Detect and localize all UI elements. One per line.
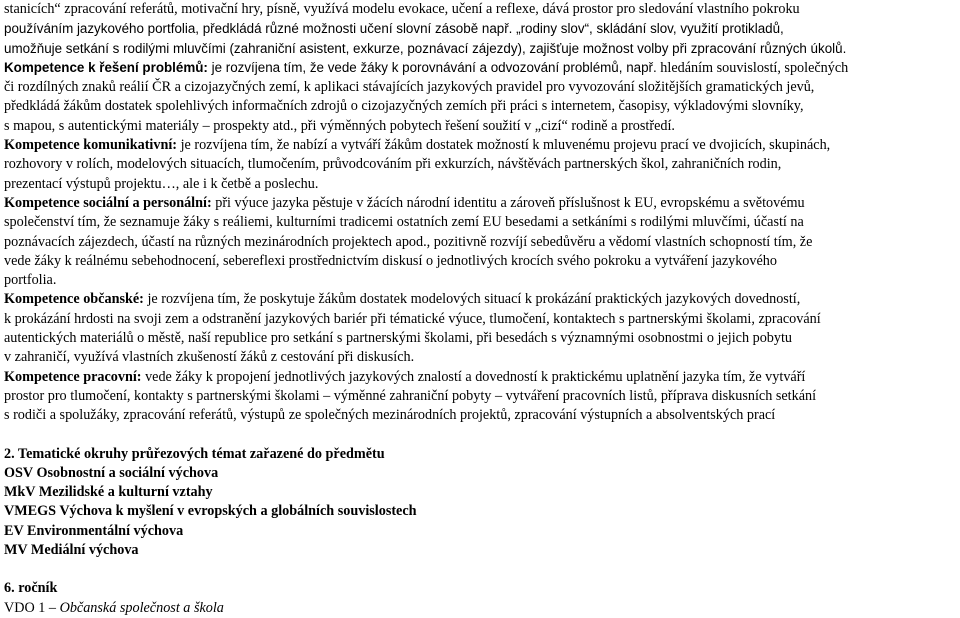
competence-problem-solving bbox=[4, 58, 956, 136]
theme-item: OSV Osobnostní a sociální výchova bbox=[4, 464, 219, 481]
text-line: umožňuje setkání s rodilými mluvčími (zahraniční asistent, exkurze, poznávací zájezdy), zajišťuje možnost volby při zpracování různých úkolů. bbox=[4, 40, 847, 56]
text-line: stanicích“ zpracování referátů, motivační hry, písně, využívá modelu evokace, učení a reflexe, dává prostor pro sledování vlastního pokroku bbox=[4, 1, 800, 17]
competence-title: Kompetence občanské: bbox=[4, 291, 144, 308]
text-line: poznávacích zájezdech, účastí na různých mezinárodních projektech apod., pozitivně rozvíjí sebedůvěru a vědomí vlastních schopností tím, že bbox=[4, 233, 813, 250]
text-line: prostor pro tlumočení, kontakty s partnerskými školami – výměnné zahraniční pobyty – vytváření pracovních listů, příprava diskusních setkání bbox=[4, 387, 817, 404]
strategy-text bbox=[4, 0, 956, 58]
text-line: k prokázání hrdosti na svoji zem a odstranění jazykových bariér při tématické výuce, tlumočení, kontaktech s partnerskými školami, zpracování bbox=[4, 310, 821, 327]
vdo-code: VDO 1 – bbox=[4, 599, 60, 616]
competence-text: při výuce jazyka pěstuje v žácích národní identitu a zároveň příslušnost k EU, evropskému a světovému bbox=[211, 194, 805, 211]
text-line: s rodiči a spolužáky, zpracování referátů, výstupů ze společných mezinárodních projektů, zpracování výstupních a absolventských prací bbox=[4, 407, 776, 424]
theme-item: MkV Mezilidské a kulturní vztahy bbox=[4, 484, 213, 501]
text-line bbox=[4, 368, 956, 387]
text-line: rozhovory v rolích, modelových situacích, tlumočením, průvodcováním při exkurzích, návštěvách partnerských škol, zahraničních rodin, bbox=[4, 156, 782, 173]
competence-text: je rozvíjena tím, že poskytuje žákům dostatek modelových situací k prokázání praktických jazykových dovedností, bbox=[143, 291, 801, 308]
text-line: portfolia. bbox=[4, 272, 57, 289]
text-line: či rozdílných znaků reálií ČR a cizojazyčných zemí, k aplikaci stávajících jazykových pravidel pro vyvozování složitějších gramatických jevů, bbox=[4, 79, 815, 96]
spacer bbox=[4, 560, 956, 579]
competence-text: vede žáky k propojení jednotlivých jazykových znalostí a dovedností k praktickému uplatnění jazyka tím, že vytváří bbox=[141, 368, 806, 385]
competence-text: je rozvíjena tím, že nabízí a vytváří žákům dostatek možností k mluvenému projevu prací ve dvojicích, skupinách, bbox=[177, 137, 831, 154]
text-line: autentických materiálů o městě, naší republice pro setkání s partnerskými školami, při besedách s významnými osobnostmi o jejich pobytu bbox=[4, 330, 793, 347]
text-line: v zahraničí, využívá vlastních zkušeností žáků z cestování při diskusích. bbox=[4, 349, 415, 366]
competence-title: Kompetence pracovní: bbox=[4, 368, 142, 385]
text-line bbox=[4, 136, 956, 155]
theme-item: VMEGS Výchova k myšlení v evropských a globálních souvislostech bbox=[4, 503, 417, 520]
text-line: předkládá žákům dostatek spolehlivých informačních zdrojů o cizojazyčných zemích při práci s internetem, časopisy, výkladovými slovníky, bbox=[4, 98, 804, 115]
competence-title: Kompetence sociální a personální: bbox=[4, 194, 212, 211]
text-line: s mapou, s autentickými materiály – prospekty atd., při výměnných pobytech řešení soužití v „cizí“ rodině a prostředí. bbox=[4, 117, 675, 134]
text-line: společenství tím, že seznamuje žáky s reáliemi, kulturními tradicemi ostatních zemí EU besedami a setkáními s rodilými mluvčími, účastí na bbox=[4, 214, 804, 231]
text-line: prezentací výstupů projektu…, ale i k četbě a poslechu. bbox=[4, 175, 319, 192]
spacer bbox=[4, 426, 956, 445]
competence-social-personal bbox=[4, 194, 956, 290]
competence-civic bbox=[4, 290, 956, 367]
theme-item: EV Environmentální výchova bbox=[4, 522, 184, 539]
competence-title: Kompetence komunikativní: bbox=[4, 137, 178, 154]
competence-text: je rozvíjena tím, že vede žáky k porovnávání a odvozování problémů, např. bbox=[207, 59, 657, 75]
competence-title: Kompetence k řešení problémů: bbox=[4, 59, 208, 75]
theme-item: MV Mediální výchova bbox=[4, 542, 139, 559]
text-line bbox=[4, 194, 956, 213]
competence-text: hledáním souvislostí, společných bbox=[656, 59, 849, 76]
text-line bbox=[4, 58, 956, 78]
section-heading: 2. Tematické okruhy průřezových témat zařazené do předmětu bbox=[4, 445, 385, 462]
text-line: používáním jazykového portfolia, předkládá různé možnosti učení slovní zásobě např. „rodiny slov“, skládání slov, využití protikladů, bbox=[4, 21, 784, 37]
grade-heading: 6. ročník bbox=[4, 580, 58, 597]
grade-section bbox=[4, 579, 956, 618]
text-line bbox=[4, 290, 956, 309]
competence-communicative bbox=[4, 136, 956, 194]
vdo-title: Občanská společnost a škola bbox=[59, 599, 224, 616]
competence-work bbox=[4, 368, 956, 426]
text-line: vede žáky k reálnému sebehodnocení, sebereflexi prostřednictvím diskusí o jednotlivých krocích svého pokroku a vytváření jazykového bbox=[4, 252, 777, 269]
section-cross-curricular-themes bbox=[4, 445, 956, 561]
